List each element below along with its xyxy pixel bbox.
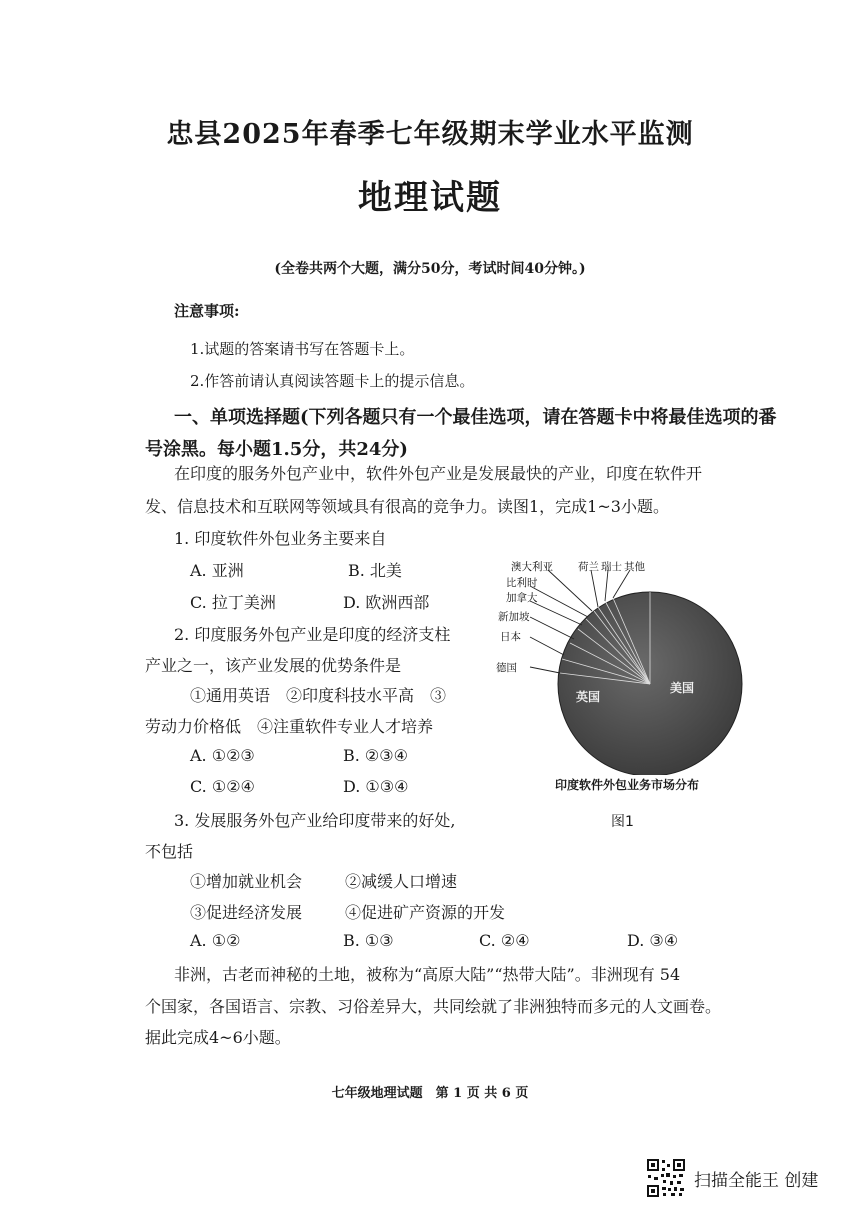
passage-line: 个国家，各国语言、宗教、习俗差异大，共同绘就了非洲独特而多元的人文画卷。 bbox=[145, 997, 722, 1016]
label-belgium: 比利时 bbox=[506, 577, 538, 589]
notice-heading: 注意事项: bbox=[174, 302, 240, 320]
label-japan: 日本 bbox=[500, 631, 521, 643]
q3-statement-4: ④促进矿产资源的开发 bbox=[345, 903, 506, 922]
figure-number: 图1 bbox=[611, 814, 634, 830]
notice-item: 2.作答前请认真阅读答题卡上的提示信息。 bbox=[190, 372, 475, 390]
question-3-stem: 3. 发展服务外包产业给印度带来的好处, bbox=[174, 811, 456, 830]
passage-line: 非洲，古老而神秘的土地，被称为“高原大陆”“热带大陆”。非洲现有 54 bbox=[174, 965, 681, 984]
q1-option-a: A. 亚洲 bbox=[190, 561, 244, 580]
label-switzerland: 瑞士 bbox=[601, 561, 622, 573]
question-3-stem-cont: 不包括 bbox=[145, 842, 194, 861]
label-singapore: 新加坡 bbox=[498, 611, 530, 623]
question-2-stem: 2. 印度服务外包产业是印度的经济支柱 bbox=[174, 625, 451, 644]
question-2-conditions-cont: 劳动力价格低 ④注重软件专业人才培养 bbox=[145, 717, 434, 736]
q1-option-d: D. 欧洲西部 bbox=[343, 593, 430, 612]
q2-option-d: D. ①③④ bbox=[343, 777, 409, 796]
question-1-stem: 1. 印度软件外包业务主要来自 bbox=[174, 529, 387, 548]
q3-statement-3: ③促进经济发展 bbox=[190, 903, 303, 922]
label-uk: 英国 bbox=[576, 690, 601, 704]
passage-line: 在印度的服务外包产业中，软件外包产业是发展最快的产业，印度在软件开 bbox=[174, 464, 703, 483]
figure-1 bbox=[490, 555, 760, 805]
label-other: 其他 bbox=[624, 561, 645, 573]
q3-option-d: D. ③④ bbox=[627, 931, 679, 950]
exam-title: 忠县2025年春季七年级期末学业水平监测 bbox=[166, 119, 694, 150]
q1-option-b: B. 北美 bbox=[348, 561, 402, 580]
q3-statement-2: ②减缓人口增速 bbox=[345, 872, 458, 891]
q2-option-a: A. ①②③ bbox=[190, 746, 255, 765]
question-2-conditions: ①通用英语 ②印度科技水平高 ③ bbox=[190, 686, 447, 705]
q2-option-b: B. ②③④ bbox=[343, 746, 408, 765]
figure-caption: 印度软件外包业务市场分布 bbox=[555, 778, 700, 792]
subject-title: 地理试题 bbox=[358, 178, 502, 218]
q3-option-b: B. ①③ bbox=[343, 931, 394, 950]
passage-line: 发、信息技术和互联网等领域具有很高的竞争力。读图1，完成1~3小题。 bbox=[145, 497, 669, 516]
label-canada: 加拿大 bbox=[506, 592, 538, 604]
market-share-pie-chart bbox=[490, 555, 760, 775]
qr-code-icon bbox=[646, 1158, 686, 1198]
q3-option-a: A. ①② bbox=[190, 931, 241, 950]
label-usa: 美国 bbox=[670, 681, 695, 695]
label-netherlands: 荷兰 bbox=[578, 561, 599, 573]
exam-instructions: (全卷共两个大题，满分50分，考试时间40分钟。) bbox=[274, 261, 586, 277]
page-footer: 七年级地理试题 第 1 页 共 6 页 bbox=[331, 1086, 529, 1101]
label-australia: 澳大利亚 bbox=[511, 561, 553, 573]
section-heading-cont: 号涂黑。每小题1.5分，共24分) bbox=[145, 439, 408, 460]
scanner-watermark-text: 扫描全能王 创建 bbox=[694, 1170, 819, 1191]
scanner-watermark bbox=[646, 1158, 818, 1198]
section-heading: 一、单项选择题(下列各题只有一个最佳选项，请在答题卡中将最佳选项的番 bbox=[174, 407, 777, 428]
q3-option-c: C. ②④ bbox=[479, 931, 530, 950]
notice-item: 1.试题的答案请书写在答题卡上。 bbox=[190, 340, 415, 358]
label-germany: 德国 bbox=[496, 662, 517, 674]
q1-option-c: C. 拉丁美洲 bbox=[190, 593, 276, 612]
q3-statement-1: ①增加就业机会 bbox=[190, 872, 303, 891]
passage-line: 据此完成4~6小题。 bbox=[145, 1028, 291, 1047]
q2-option-c: C. ①②④ bbox=[190, 777, 255, 796]
question-2-stem-cont: 产业之一，该产业发展的优势条件是 bbox=[145, 656, 402, 675]
